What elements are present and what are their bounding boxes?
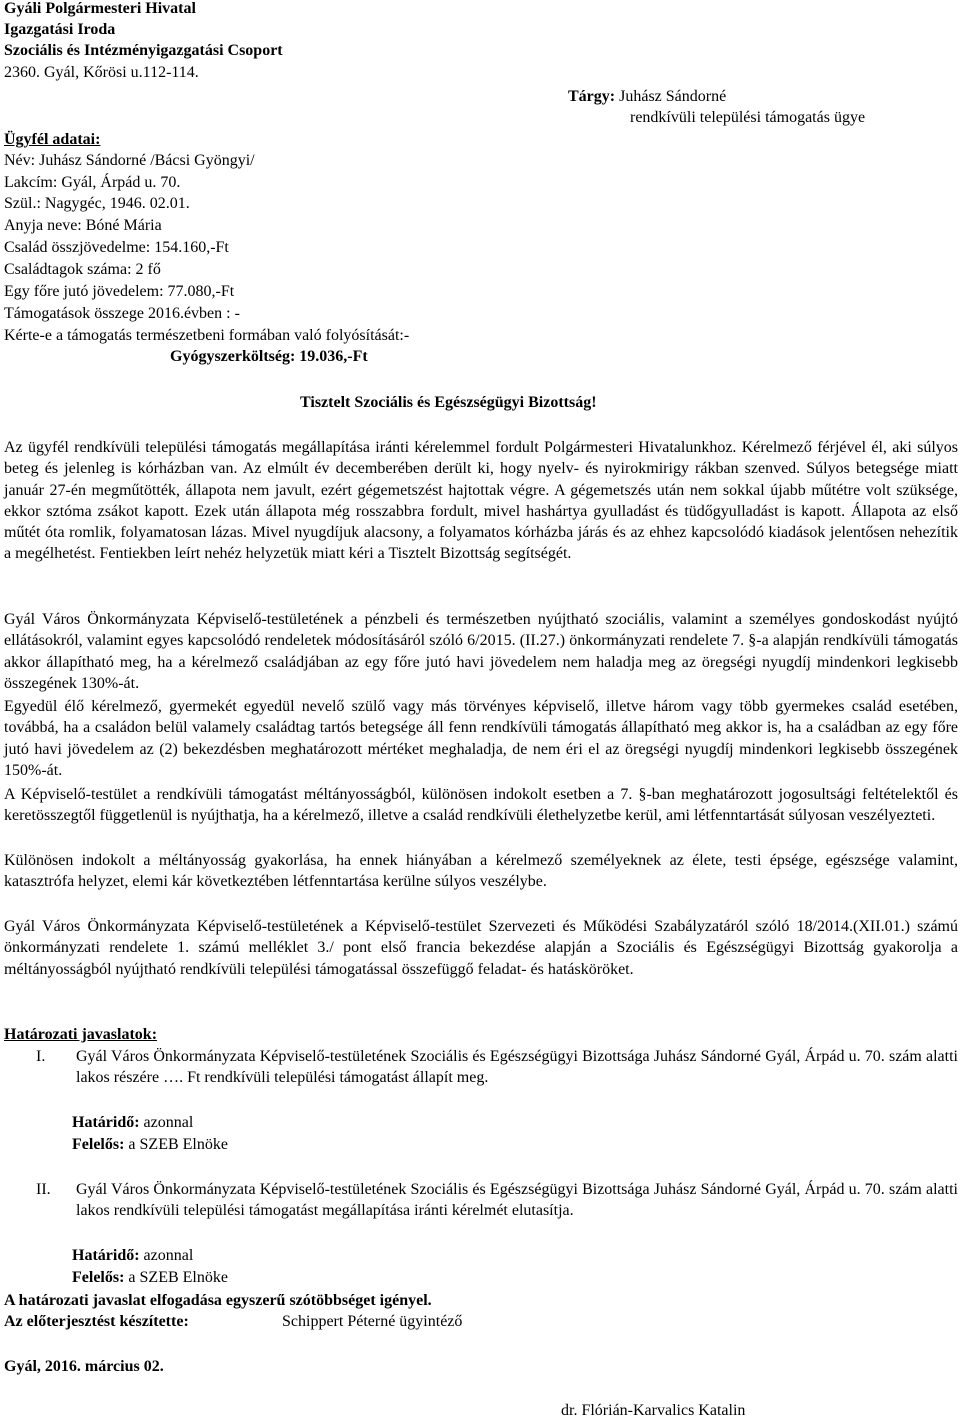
paragraph-regulation: Gyál Város Önkormányzata Képviselő-testületének a pénzbeli és természetben nyújtható szociális, valamint a személyes gondoskodást nyújtó ellátásokról, valamint egyes kapcsolódó rendeletek módosításáról szóló 6/2015. (II.27.) önkormányzati rendelete 7. §-a alapján rendkívüli támogatás akkor állapítható meg, ha a kérelmező családjában az egy főre jutó havi jövedelem nem haladja meg az öregségi nyugdíj mindenkori legkisebb összegének 130%-át. (4, 611, 958, 692)
proposal-deadline (72, 1112, 193, 1134)
responsible-value: a SZEB Elnöke (124, 1269, 228, 1286)
deadline-value: azonnal (139, 1247, 194, 1264)
client-medical-cost: Gyógyszerköltség: 19.036,-Ft (170, 348, 368, 365)
salutation: Tisztelt Szociális és Egészségügyi Bizottság! (300, 394, 597, 411)
client-birth: Szül.: Nagygéc, 1946. 02.01. (4, 195, 190, 212)
paragraph-case: Az ügyfél rendkívüli települési támogatás megállapítása iránti kérelemmel fordult Polgármesteri Hivatalunkhoz. Kérelmező férjével él, aki súlyos beteg és jelenleg is kórházban van. Az elmúlt év decemberében derült ki, hogy nyelv- és nyirokmirigy rákban szenved. Súlyos betegsége miatt január 27-én megműtötték, állapota nem javult, ezért gégemetszést hajtottak végre. A gégemetszés után nem sokkal újabb műtétre volt szüksége, ekkor sztóma zsákot kapott. Ezek után állapota még rosszabbra fordult, mivel hashártya gyulladást és tüdőgyulladást is kapott. Állapota az első műtét óta romlik, folyamatosan lázas. Mivel nyugdíjuk alacsony, a folyamatos kórházba járás és az ehhez kapcsolódó kiadások jelentősen nehezítik a megélhetést. Fentiekben leírt nehéz helyzetük miatt kéri a Tisztelt Bizottság segítségét. (4, 439, 958, 563)
paragraph-justified: Különösen indokolt a méltányosság gyakorlása, ha ennek hiányában a kérelmező személyeknek az élete, testi épsége, egészsége valamint, katasztrófa helyzet, elemi kár következtében létfenntartása kerülne súlyos veszélybe. (4, 852, 958, 891)
proposal-item (4, 1046, 958, 1090)
deadline-label: Határidő: (72, 1114, 140, 1131)
proposal-item (4, 1179, 958, 1223)
proposals-heading: Határozati javaslatok: (4, 1026, 158, 1043)
org-address: 2360. Gyál, Kőrösi u.112-114. (4, 64, 199, 81)
proposal-responsible (72, 1134, 228, 1156)
proposal-text: Gyál Város Önkormányzata Képviselő-testületének Szociális és Egészségügyi Bizottsága Juhász Sándorné Gyál, Árpád u. 70. szám alatti lakos részére …. Ft rendkívüli települési támogatást állapít meg. (76, 1048, 958, 1087)
paragraph-equity: A Képviselő-testület a rendkívüli támogatást méltányosságból, különösen indokolt esetben a 7. §-ban meghatározott jogosultsági feltételektől és keretösszegtől függetlenül is nyújthatja, ha a kérelmező, illetve a család rendkívüli élethelyzetbe kerül, ami létfenntartását súlyosan veszélyezteti. (4, 786, 958, 825)
client-family-size: Családtagok száma: 2 fő (4, 261, 161, 278)
paragraph-conditions: Egyedül élő kérelmező, gyermekét egyedül nevelő szülő vagy más törvényes képviselő, illetve három vagy több gyermekes család esetében, továbbá, ha a családon belül valamely családtag tartós betegsége áll fenn rendkívüli támogatás állapítható meg akkor is, ha a családban az egy főre jutó havi jövedelem az (2) bekezdésben meghatározott mértéket meghaladja, de nem éri el az öregségi nyugdíj mindenkori legkisebb összegének 150%-át. (4, 698, 958, 779)
proposal-responsible (72, 1267, 228, 1289)
proposal-number: I. (36, 1048, 46, 1065)
proposal-text: Gyál Város Önkormányzata Képviselő-testületének Szociális és Egészségügyi Bizottsága Juhász Sándorné Gyál, Árpád u. 70. szám alatti lakos rendkívüli települési támogatást megállapítása iránti kérelmét elutasítja. (76, 1181, 958, 1220)
deadline-label: Határidő: (72, 1247, 140, 1264)
subject-line (568, 86, 726, 108)
proposal-number: II. (36, 1181, 51, 1198)
signature-name: dr. Flórián-Karvalics Katalin (561, 1402, 746, 1419)
client-support-total: Támogatások összege 2016.évben : - (4, 305, 240, 322)
client-heading: Ügyfél adatai: (4, 131, 101, 148)
org-department: Igazgatási Iroda (4, 21, 116, 38)
proposal-deadline (72, 1245, 193, 1267)
subject-name: Juhász Sándorné (615, 88, 727, 105)
prepared-by-label: Az előterjesztést készítette: (4, 1313, 189, 1330)
document-date: Gyál, 2016. március 02. (4, 1358, 164, 1375)
client-family-income: Család összjövedelme: 154.160,-Ft (4, 239, 229, 256)
client-in-kind-request: Kérte-e a támogatás természetbeni formában való folyósítását:- (4, 327, 410, 344)
subject-label: Tárgy: (568, 88, 616, 105)
prepared-by-name: Schippert Péterné ügyintéző (282, 1313, 463, 1330)
client-name: Név: Juhász Sándorné /Bácsi Gyöngyi/ (4, 152, 255, 169)
org-group: Szociális és Intézményigazgatási Csoport (4, 42, 283, 59)
client-per-capita-income: Egy főre jutó jövedelem: 77.080,-Ft (4, 283, 235, 300)
client-mother: Anyja neve: Bóné Mária (4, 217, 162, 234)
client-address: Lakcím: Gyál, Árpád u. 70. (4, 174, 181, 191)
deadline-value: azonnal (139, 1114, 194, 1131)
majority-note: A határozati javaslat elfogadása egyszerű szótöbbséget igényel. (4, 1292, 432, 1309)
responsible-value: a SZEB Elnöke (124, 1136, 228, 1153)
responsible-label: Felelős: (72, 1269, 125, 1286)
paragraph-competence: Gyál Város Önkormányzata Képviselő-testületének a Képviselő-testület Szervezeti és Működési Szabályzatáról szóló 18/2014.(XII.01.) számú önkormányzati rendelete 1. számú melléklet 3./ pont első francia bekezdése alapján a Szociális és Egészségügyi Bizottság gyakorolja a méltányosságból nyújtható rendkívüli települési támogatással összefüggő feladat- és hatásköröket. (4, 918, 958, 978)
subject-topic: rendkívüli települési támogatás ügye (630, 109, 866, 126)
org-name: Gyáli Polgármesteri Hivatal (4, 0, 196, 17)
responsible-label: Felelős: (72, 1136, 125, 1153)
